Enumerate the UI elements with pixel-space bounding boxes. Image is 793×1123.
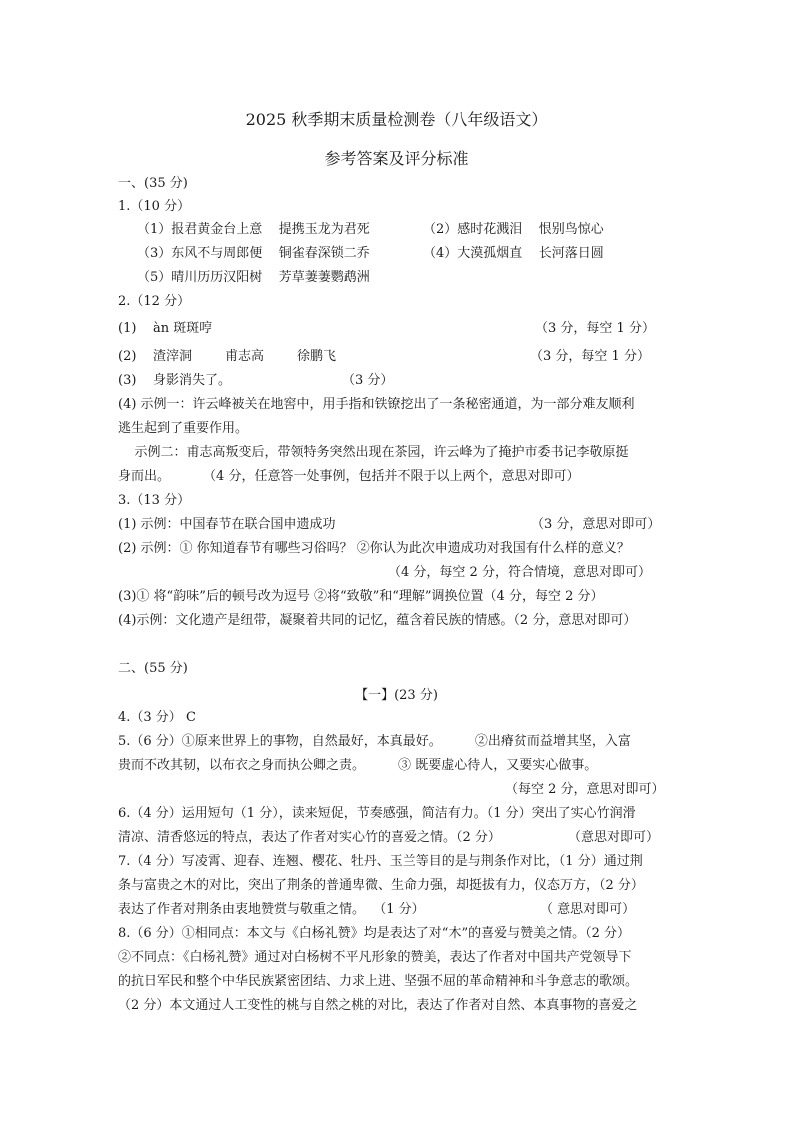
q7-line1: 7.（4 分）写凌霄、迎春、连翘、樱花、牡丹、玉兰等目的是与荆条作对比，（1 分）通过荆: [118, 854, 643, 869]
q3-answer-2-score: （4 分，每空 2 分，符合情境，意思对即可）: [388, 565, 651, 580]
q3-answer-3: (3)① 将“韵味”后的顿号改为逗号 ②将“致敬”和“理解”调换位置（4 分，每空 2 分）: [118, 589, 604, 604]
q1-answer-1: （1）报君黄金台上意 提携玉龙为君死: [137, 222, 370, 237]
q3-answer-1-score: （3 分，意思对即可）: [531, 517, 661, 532]
q1-answer-2: （2）感时花溅泪 恨别鸟惊心: [423, 222, 604, 237]
q2-answer-4-line1: (4) 示例一：许云峰被关在地窖中，用手指和铁镣挖出了一条秘密通道，为一部分难友顺利: [118, 397, 635, 412]
q7-score: （ 意思对即可）: [540, 902, 636, 917]
q5-line2: 贵而不改其韧，以布衣之身而执公卿之责。 ③ 既要虚心待人，又要实心做事。: [118, 758, 598, 773]
q8-line2: ②不同点：《白杨礼赞》通过对白杨树不平凡形象的赞美，表达了作者对中国共产党领导下: [118, 950, 632, 965]
part2-header: 二、(55 分): [118, 661, 188, 676]
q7-line2: 条与富贵之木的对比，突出了荆条的普通卑微、生命力强，却挺拔有力，仪态万方，（2 分）: [118, 878, 644, 893]
q2-answer-1: (1) àn 斑斑哼: [118, 321, 213, 336]
q3-answer-4: (4)示例：文化遗产是纽带，凝聚着共同的记忆，蕴含着民族的情感。（2 分，意思对即可）: [118, 613, 637, 628]
q4-answer: 4.（3 分） C: [118, 710, 196, 725]
q2-answer-2: (2) 渣滓洞 甫志高 徐鹏飞: [118, 349, 337, 364]
document-title: 2025 秋季期末质量检测卷（八年级语文）: [245, 110, 548, 129]
q6-score: （意思对即可）: [568, 830, 660, 845]
q1-answer-5: （5）晴川历历汉阳树 芳草萋萋鹦鹉洲: [137, 270, 370, 285]
q8-line3: 的抗日军民和整个中华民族紧密团结、力求上进、坚强不屈的革命精神和斗争意志的歌颂。: [118, 974, 639, 989]
q8-line4: （2 分）本文通过人工变性的桃与自然之桃的对比，表达了作者对自然、本真事物的喜爱之: [118, 998, 638, 1013]
q1-label: 1.（10 分）: [118, 199, 191, 214]
q2-answer-3: (3) 身影消失了。: [118, 373, 231, 388]
q5-line1: 5.（6 分）①原来世界上的事物，自然最好，本真最好。 ②出瘠贫而益增其坚，入富: [118, 734, 631, 749]
q3-label: 3.（13 分）: [118, 493, 191, 508]
q2-answer-4-line4: 身而出。 （4 分，任意答一处事例，包括并不限于以上两个，意思对即可）: [118, 469, 580, 484]
part2-section-heading: 【一】(23 分): [355, 688, 438, 703]
q1-answer-4: （4）大漠孤烟直 长河落日圆: [423, 246, 604, 261]
q6-line2: 清凉、清香悠远的特点，表达了作者对实心竹的喜爱之情。（2 分）: [118, 830, 501, 845]
q2-answer-2-score: （3 分，每空 1 分）: [530, 349, 650, 364]
document-subtitle: 参考答案及评分标准: [324, 149, 469, 168]
q3-answer-2: (2) 示例：① 你知道春节有哪些习俗吗？ ②你认为此次申遗成功对我国有什么样的意义？: [118, 541, 630, 556]
q2-answer-4-line2: 逃生起到了重要作用。: [118, 421, 249, 436]
q6-line1: 6.（4 分）运用短句（1 分），读来短促，节奏感强，简洁有力。（1 分）突出了实心竹润滑: [118, 806, 636, 821]
part1-header: 一、(35 分): [118, 176, 188, 191]
q5-score: （每空 2 分，意思对即可）: [505, 782, 665, 797]
q1-answer-3: （3）东风不与周郎便 铜雀春深锁二乔: [137, 246, 370, 261]
q2-label: 2.（12 分）: [118, 294, 191, 309]
q2-answer-3-score: （3 分）: [342, 373, 394, 388]
q2-answer-1-score: （3 分，每空 1 分）: [535, 321, 655, 336]
q8-line1: 8.（6 分）①相同点：本文与《白杨礼赞》均是表达了对“木”的喜爱与赞美之情。（2 分）: [118, 926, 631, 941]
q2-answer-4-line3: 示例二：甫志高叛变后，带领特务突然出现在茶园，许云峰为了掩护市委书记李敬原挺: [118, 445, 629, 460]
q7-line3: 表达了作者对荆条由衷地赞赏与敬重之情。 （1 分）: [118, 902, 425, 917]
q3-answer-1: (1) 示例：中国春节在联合国申遗成功: [118, 517, 336, 532]
